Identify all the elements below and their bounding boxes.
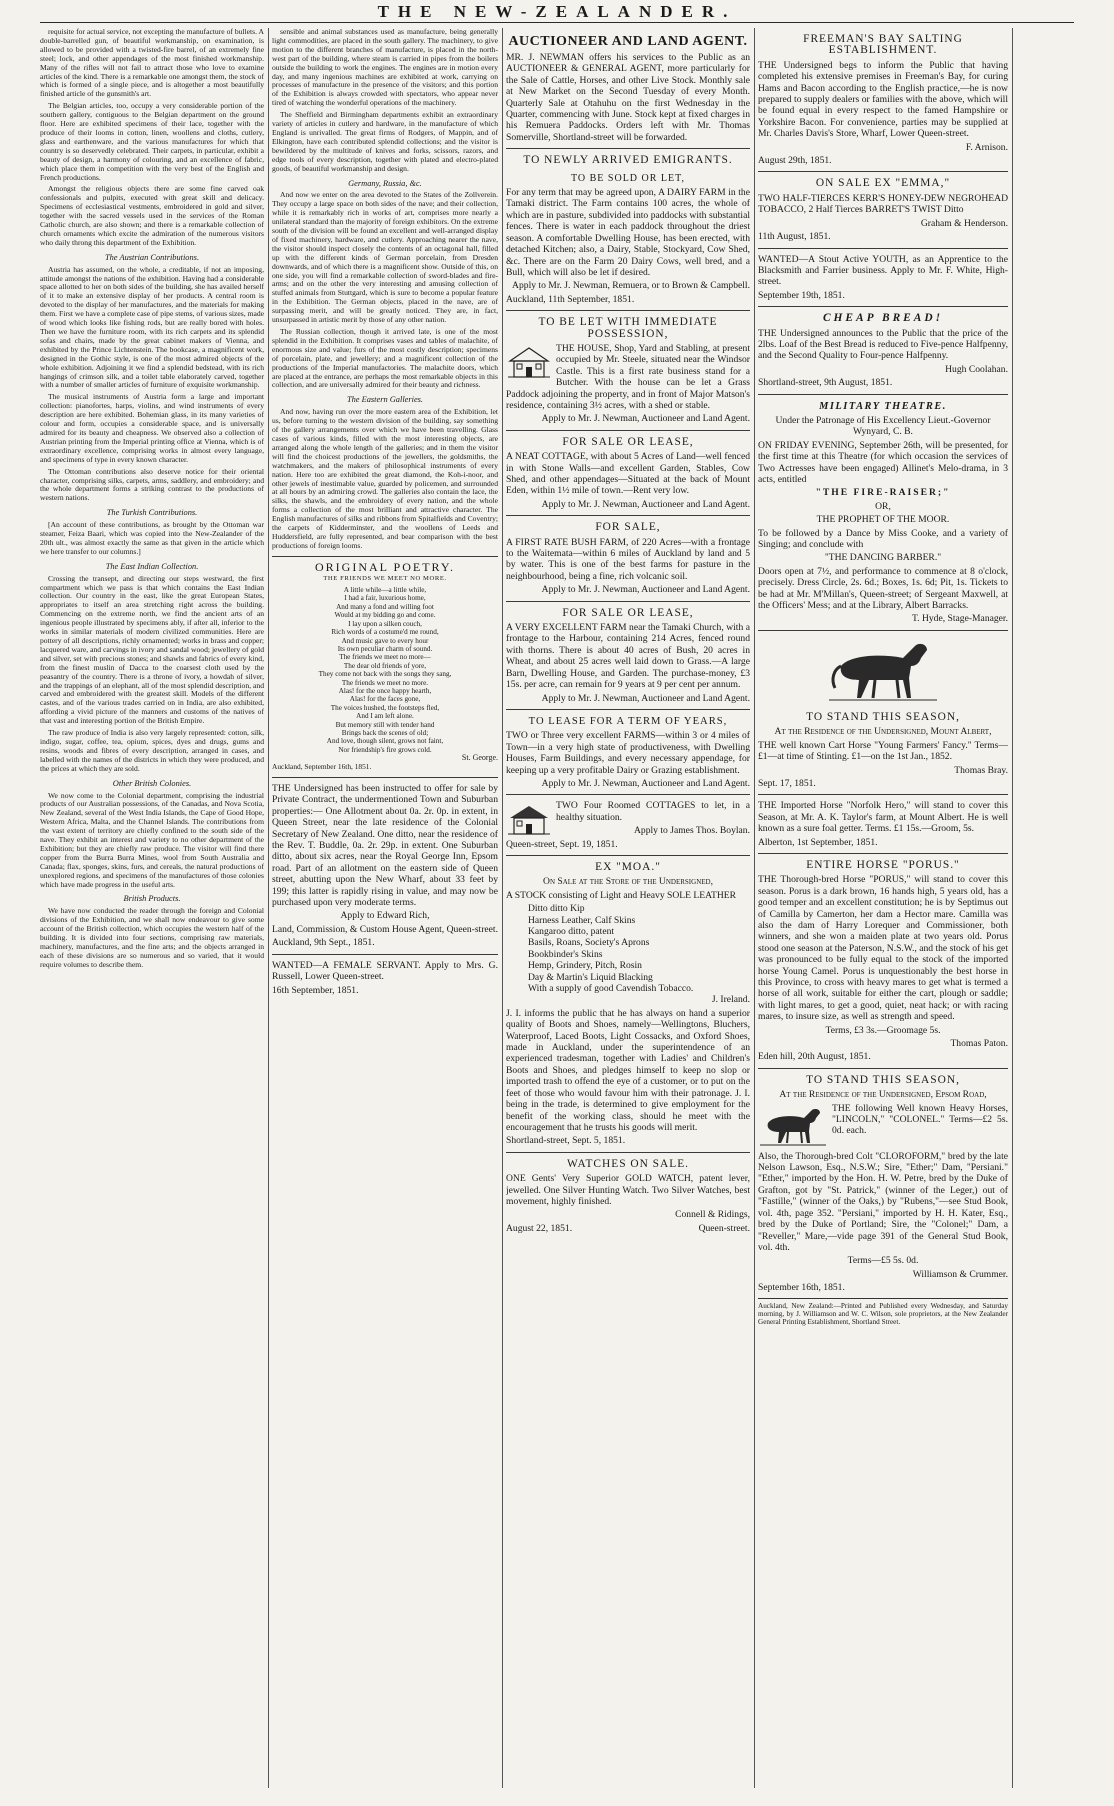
separator — [272, 556, 498, 557]
poem-line: I lay upon a silken couch, — [348, 619, 422, 628]
ad-apply: Apply to Mr. J. Newman, Auctioneer and Land Agent. — [541, 777, 750, 789]
separator — [758, 853, 1008, 854]
poem-line: And I am left alone. — [356, 712, 414, 721]
ad-signature: Thomas Bray. — [954, 764, 1008, 776]
section-heading: Germany, Russia, &c. — [348, 178, 422, 188]
news-column-2 — [272, 28, 498, 1788]
masthead: THE NEW-ZEALANDER. — [377, 2, 737, 21]
ad-body: For any term that may be agreed upon, A DAIRY FARM in the Tamaki district. The Farm contains 100 acres, the whole of which are in pasture, subdivided into paddocks with substantial fences. There is water in each paddock throughout the driest season. A comfortable Dwelling House, has been erected, with detached Kitchen; also, a Dairy, Stable, Stockyard, Cow Shed, &c. There are on the Farm 20 Dairy Cows, well bred, and a Bull, which will also be let if desired. — [506, 187, 750, 278]
ad-signature: F. Arnison. — [965, 141, 1008, 153]
poem-line: Rich words of a costume'd me round, — [331, 628, 439, 637]
ad-title: WATCHES ON SALE. — [567, 1157, 689, 1170]
separator — [506, 794, 750, 795]
ad-body: WANTED—A FEMALE SERVANT. Apply to Mrs. G. Russell, Lower Queen-street. — [272, 959, 498, 983]
ad-title: TO STAND THIS SEASON, — [806, 710, 960, 723]
ad-body: THE Undersigned announces to the Public that the price of the 2lbs. Loaf of the Best Bread is reduced to Five-pence Halfpenny, and the Second Quality to Four-pence Halfpenny. — [758, 327, 1008, 362]
section-heading: The Turkish Contributions. — [106, 508, 198, 518]
ad-date: Sept. 17, 1851. — [758, 777, 816, 789]
ad-body: A FIRST RATE BUSH FARM, of 220 Acres—with a frontage to the Waitemata—within 6 miles of Auckland by land and 5 by water. This is one of the best farms for pasture in the neighbourhood, being a fine, rich volcanic soil. — [506, 536, 750, 582]
poem-line: The friends we meet no more. — [341, 678, 429, 687]
separator — [506, 430, 750, 431]
news-column-1 — [40, 28, 264, 1788]
paragraph: Crossing the transept, and directing our steps westward, the first compartment which we pass is that which contains the East Indian collection. Our country in the east, like the great European States, appropriates to itself an area stretching right across the building. Commencing on the extreme north, we find the ancient arts of an ingenious people illustrated by specimens ably, if after all, inferior to the works in similar materials of modern civilized communities. Here are pottery of all descriptions, richly ornamented; works in brass and copper; lacquered ware, and carvings in ivory and sandal wood; jewellery of gold and silver, set with precious stones; and shawls and fabrics of every kind, from the finest muslin of Dacca to the coarsest cloth used by the peasantry of the country. There is a throne of ivory, a howdah of silver, and the trappings of an elephant, all of the most splendid description, and carved and embroidered with the greatest skill. Models of the different castes, and of the various trades carried on in India, are also exhibited, affording a vivid picture of the manners and customs of the natives of that vast and interesting portion of the British Empire. — [40, 573, 264, 726]
ad-body: THE Thorough-bred Horse "PORUS," will stand to cover this season. Porus is a dark brown, 16 hands high, 5 years old, has a good temper and an excellent constitution; he is by Septimus out of Camilla by Camerton, her dam a Hector mare. Camilla was also the dam of Harry Lorequer and Commissioner, both winners, and she won a maiden plate at two years old. Porus stood one season at the Paterson, N.S.W., and the stock of his get was pronounced to be fully equal to the stock of the imported horse Young Camel. Porus is unquestionably the best horse in this Province, to cross with heavy mares to get what is termed a horse of all work, suitable for either the cart, plough or saddle; with light mares, to get a good, quiet, neat hack; or with racing mares, to insure size, as well as strength and speed. — [758, 874, 1008, 1023]
list-item: Hemp, Grindery, Pitch, Rosin — [528, 960, 642, 972]
ad-body: THE well known Cart Horse "Young Farmers' Fancy." Terms—£1—at time of Stinting. £1—on the 1st Jan., 1852. — [758, 739, 1008, 763]
ad-date: Auckland, 9th Sept., 1851. — [272, 937, 375, 949]
paragraph: Austria has assumed, on the whole, a creditable, if not an imposing, attitude amongst the nations of the exhibition. Having had a considerable space allotted to her on both sides of the building, she has availed herself of it to make an extensive display of her products. A central room is devoted to the display of her manufactures, and the materials for making them. First we have a complete case of pipe stems, of various sizes, made of wood which looks like fishing rods, but are really bored with holes. Then we have the furniture room, with its rich carpets and its splendid sofas and chairs, made by the great cabinet makers of Vienna, and exhibited by the Prince Lichtenstein. The bookcase, a magnificent work, designed in the Gothic style, is one of the most admired objects of the whole exhibition. Adjoining it we find a splendid bedstead, with its rich hangings of crimson silk, and a toilet table elaborately carved, together with a number of smaller articles of furniture of exquisite workmanship. — [40, 264, 264, 390]
poem-line: Its own peculiar charm of sound. — [337, 644, 433, 653]
separator — [272, 954, 498, 955]
list-item: Ditto ditto Kip — [528, 903, 585, 915]
ad-body: A STOCK consisting of Light and Heavy SOLE LEATHER — [506, 889, 737, 901]
poem-signature: St. George. — [461, 753, 498, 763]
ad-body: Doors open at 7½, and performance to commence at 8 o'clock, precisely. Dress Circle, 2s. 6d.; Boxes, 1s. 6d; Pit, 1s. Tickets to be had at Mr. M'Millan's, Queen-street; of Sergeant Maxwell, at the Officers' Mess; and at the Library, Albert Barracks. — [758, 565, 1008, 612]
ad-body: TWO Four Roomed COTTAGES to let, in a healthy situation. — [556, 800, 750, 823]
paragraph: The Sheffield and Birmingham departments exhibit an extraordinary variety of articles in cutlery and hardware, in the manufacture of which England is unrivalled. The great firms of Rodgers, of Mappin, and of Elkington, have each contributed splendid collections; and the visitor is bewildered by the multitude of knives and forks, scissors, razors, and edge tools of every description, together with plated and electro-plated goods, of beautiful workmanship and design. — [272, 110, 498, 173]
play-title: "THE DANCING BARBER." — [824, 552, 942, 564]
paragraph: The Ottoman contributions also deserve notice for their oriental character, comprising silks, carpets, arms, saddlery, and embroidery; and the whole department forms a striking contrast to the productions of western nations. — [40, 466, 264, 503]
poem-line: Alas! for the once happy hearth, — [338, 686, 432, 695]
ad-date: August 29th, 1851. — [758, 155, 832, 167]
list-item: Basils, Roans, Society's Aprons — [528, 937, 650, 949]
poem-line: Nor friendship's fire grows cold. — [338, 745, 432, 754]
column-rule — [502, 28, 503, 1788]
ad-terms: Terms, £3 3s.—Groomage 5s. — [825, 1024, 941, 1036]
ad-apply: Apply to Mr. J. Newman, Auctioneer and Land Agent. — [541, 413, 750, 425]
cottage-engraving-icon — [506, 802, 552, 836]
ad-terms: Terms—£5 5s. 0d. — [847, 1255, 919, 1267]
ad-title: TO LEASE FOR A TERM OF YEARS, — [528, 715, 728, 727]
list-item: Day & Martin's Liquid Blacking — [528, 971, 653, 983]
paragraph: sensible and animal substances used as manufacture, being generally light commodities, are placed in the south gallery. The machinery, to give motion to the different branches of manufacture, is placed in the north-west part of the building, where steam is carried in pipes from the boilers outside the building to work the engines. The engines are in motion every day, and many ingenious machines are exhibited at work, carrying on processes of manufacture in the presence of the visitors; and this portion of the Exhibition is always crowded with spectators, who appear never tired of watching the wonderful operations of the machinery. — [272, 28, 498, 108]
ad-title: EX "MOA." — [595, 860, 661, 873]
paragraph: We have now conducted the reader through the foreign and Colonial divisions of the Exhibition, and we shall now endeavour to give some account of the British collection, which occupies the western half of the building. It is divided into four sections, comprising raw materials, machinery, manufactures, and the fine arts; and the objects arranged in each of these divisions are so numerous and so varied, that it would require volumes to describe them. — [40, 906, 264, 969]
ad-signature: Hugh Coolahan. — [945, 363, 1008, 375]
ad-date — [506, 1223, 750, 1234]
ad-date: September 19th, 1851. — [758, 289, 845, 301]
ad-signature: T. Hyde, Stage-Manager. — [912, 613, 1008, 625]
separator — [758, 306, 1008, 307]
ad-signature: J. Ireland. — [711, 994, 750, 1006]
separator — [758, 394, 1008, 395]
separator — [506, 601, 750, 602]
ad-title: TO BE LET WITH IMMEDIATE POSSESSION, — [538, 316, 718, 340]
separator — [272, 777, 498, 778]
ad-title: FOR SALE, — [595, 521, 661, 534]
column-rule — [754, 28, 755, 1788]
ad-title: AUCTIONEER AND LAND AGENT. — [508, 34, 748, 49]
column-rule — [268, 28, 269, 1788]
ad-body: Also, the Thorough-bred Colt "CLOROFORM," bred by the late Nelson Lawson, Esq., N.S.W.; Sire, "Ether;" Dam, "Persiani." "Ether," imported by the Hon. H. W. Petre, bred by the Duke of Grafton, got by "St. Patrick," (winner of the Leger,) out of "Fastille," (winner of the Oaks,) by "Rubens,"—see Stud Book, vol. 4th, page 352. "Persiani," imported by H. H. Kater, Esq., bred by the Duke of Portland; Sire, the "Colonel;" Dam, a "Reveller," Mare,—vide page 391 of the General Stud Book, vol. 4th. — [758, 1150, 1008, 1253]
separator — [758, 171, 1008, 172]
section-heading: Other British Colonies. — [112, 778, 192, 788]
separator — [506, 709, 750, 710]
paragraph: The Russian collection, though it arrived late, is one of the most splendid in the Exhibition. It comprises vases and tables of malachite, of enormous size and value; furs of the most costly description; specimens of porcelain, plate, and jewellery; and a magnificent collection of the productions of the Imperial manufactories. The malachite doors, which are placed at the entrance, are perhaps the most remarkable objects in this collection, and are universally admired for their beauty and richness. — [272, 327, 498, 390]
column-rule — [1012, 28, 1013, 1788]
paragraph: requisite for actual service, not excepting the manufacture of bullets. A double-barrelled gun, of beautiful workmanship, on examination, is allowed to be provided with a twisted-fire barrel, of an extremely fine steel; lock, and other appendages of the most finished workmanship. Many of the rifles will not fail to attract those who love to examine articles of the kind. There is a remarkable one amongst them, the stock of which is formed of a single piece, and is altogether a most beautifully finished article of the gunsmith's art. — [40, 28, 264, 99]
poem-line: A little while—a little while, — [343, 586, 427, 595]
paragraph: And now, having run over the more eastern area of the Exhibition, let us, before turning to the western division of the building, say something of the gallery arrangements over which we have been travelling. Glass cases of various kinds, filled with the most interesting objects, are arranged along the whole length of the galleries; and in them the visitor will find the choicest productions of the jewellers, the goldsmiths, the watchmakers, and the makers of philosophical instruments of every nation. Here too are exhibited the great diamond, the Koh-i-noor, and other jewels of inestimable value, guarded by policemen, and surrounded at all hours by an admiring crowd. The galleries also contain the lace, the silks, the shawls, and the embroidery of every nation, and the whole forms a collection of the most brilliant and attractive character. The English manufactures of silks and ribbons from Spitalfields and Coventry; the carpets of Kidderminster, and the woollens of Leeds and Huddersfield, are fully represented, and bear comparison with the best productions of foreign looms. — [272, 407, 498, 550]
separator — [506, 855, 750, 856]
poem-line: The voices hushed, the footsteps fled, — [330, 703, 440, 712]
separator — [506, 515, 750, 516]
ad-body: A NEAT COTTAGE, with about 5 Acres of Land—well fenced in with Stone Walls—and excellent Garden, Stables, Cow Shed, and other appendages—Situated at the back of Mount Eden, within 1½ mile of town.—Rent very low. — [506, 451, 750, 497]
section-heading: The Austrian Contributions. — [104, 252, 200, 262]
paragraph: The musical instruments of Austria form a large and important collection: pianofortes, harps, violins, and wind instruments of every description are here exhibited. Bohemian glass, in its many varieties of colour and form, occupies a considerable space, and is universally admired for its beauty and cheapness. We observed also a collection of Austrian printing from the Imperial printing office at Vienna, which is of extraordinary excellence, comprising works in almost every language, and specimens of type in every known character. — [40, 392, 264, 464]
ad-signature: Williamson & Crummer. — [912, 1268, 1008, 1280]
ad-body: J. I. informs the public that he has always on hand a superior quality of Boots and Shoes, namely—Wellingtons, Bluchers, Waterproof, Laced Boots, Light Cossacks, and Oxford Shoes, made in Auckland, under the superintendence of an experienced tradesman, together with Ladies' and Children's Boots and Shoes, and pledges himself to keep no slop or imported trash to offend the eye of a customer, or to put on the feet of those who would favour him with their patronage. J. I. being in the trade, is determined to give employment for the benefit of the working class, should he meet with the encouragement that he trusts his goods will merit. — [506, 1007, 750, 1133]
list-item: Kangaroo ditto, patent — [528, 926, 615, 937]
ad-signature: Connell & Ridings, — [675, 1209, 750, 1221]
horse-engraving-icon — [823, 636, 943, 706]
ad-signature: Land, Commission, & Custom House Agent, Queen-street. — [272, 923, 498, 935]
date: August 22, 1851. — [506, 1222, 573, 1234]
ad-date: Eden hill, 20th August, 1851. — [758, 1051, 871, 1063]
ad-body: TWO or Three very excellent FARMS—within 3 or 4 miles of Town—in a very high state of productiveness, with Dwelling Houses, Farm Buildings, and every necessary appendage, for keeping up a very profitable Dairy or Grazing establishment. — [506, 730, 750, 776]
poem-line: And many a fond and willing foot — [336, 602, 434, 611]
poem-line: The dear old friends of yore, — [343, 661, 427, 670]
paragraph: Amongst the religious objects there are some fine carved oak confessionals and pulpits, executed with great skill and delicacy. Specimens of ecclesiastical vestments, embroidered in gold and silver, together with the sacred vessels used in the services of the Roman Catholic church, are also shown; and there is a remarkable collection of church ornaments which excite the admiration of the numerous visitors who daily throng this department of the Exhibition. — [40, 184, 264, 247]
ad-apply: Apply to James Thos. Boylan. — [633, 825, 750, 837]
poem-dateline: Auckland, September 16th, 1851. — [272, 762, 372, 772]
poem-line: Alas! for the faces gone, — [349, 695, 421, 704]
ad-date: 16th September, 1851. — [272, 984, 359, 996]
ads-column-3 — [506, 28, 750, 1788]
horse-engraving-icon — [758, 1105, 828, 1149]
ad-title: ENTIRE HORSE "PORUS." — [806, 858, 960, 871]
ad-date: Queen-street, Sept. 19, 1851. — [506, 838, 618, 850]
ad-property-sale — [272, 783, 498, 949]
ad-body: THE HOUSE, Shop, Yard and Stabling, at present occupied by Mr. Steele, situated near the Windsor Castle. This is a first rate business stand for a Butcher. With the house can be let a Grass Paddock adjoining the property, and in front of Major Matson's residence, containing 3½ acres, with a shed or stable. — [506, 342, 750, 411]
stock-list — [506, 903, 750, 994]
poem-line: And love, though silent, grows not faint, — [326, 737, 444, 746]
ad-apply: Apply to Mr. J. Newman, Remuera, or to Brown & Campbell. — [512, 280, 750, 292]
ad-date: 11th August, 1851. — [758, 231, 831, 243]
street: Queen-street. — [698, 1222, 750, 1234]
ad-body: THE Imported Horse "Norfolk Hero," will stand to cover this Season, at Mr. A. K. Taylor's farm, at Mount Albert. He is well known as a sure foal getter. Terms. £1 15s.—Groom, 5s. — [758, 800, 1008, 835]
poem-line: Brings back the scenes of old; — [341, 728, 429, 737]
poem-line: I had a fair, luxurious home, — [344, 594, 426, 603]
section-heading: British Products. — [123, 894, 181, 904]
play-title: THE PROPHET OF THE MOOR. — [816, 514, 950, 526]
ad-apply: Apply to Mr. J. Newman, Auctioneer and Land Agent. — [541, 584, 750, 596]
play-title: "THE FIRE-RAISER;" — [815, 487, 951, 499]
poem-line: Would at my bidding go and come. — [334, 611, 436, 620]
ad-body: To be followed by a Dance by Miss Cooke, and a variety of Singing; and conclude with — [758, 527, 1008, 551]
ad-body: TWO HALF-TIERCES KERR'S HONEY-DEW NEGROHEAD TOBACCO, 2 Half Tierces BARRET'S TWIST Ditto — [758, 192, 1008, 216]
ad-female-servant — [272, 960, 498, 996]
ad-body: A VERY EXCELLENT FARM near the Tamaki Church, with a frontage to the Harbour, containing 214 Acres, fenced round with thorns. There is about 40 acres of Bush, 20 acres in Wheat, and about 25 acres well laid down to Grass.—A large Barn, Dwelling House, and Garden. The purchase-money, £3 15s. per acre, can remain for 9 years at 9 per cent per annum. — [506, 622, 750, 691]
ad-title: TO STAND THIS SEASON, — [806, 1073, 960, 1086]
ad-date: Auckland, 11th September, 1851. — [506, 293, 635, 305]
paragraph: The raw produce of India is also very largely represented: cotton, silk, indigo, sugar, coffee, tea, opium, spices, dyes and drugs, gums and resins, woods and fibres of every description, arranged in cases, and labelled with the names of the districts in which they were produced, and the prices at which they are sold. — [40, 728, 264, 773]
paragraph: [An account of these contributions, as brought by the Ottoman war steamer, Feiza Baari, which was copied into the New-Zealander of the 20th ult., was almost exactly the same as that given in the article which we here transfer to our columns.] — [40, 520, 264, 556]
separator — [506, 148, 750, 149]
ad-apply: Apply to Mr. J. Newman, Auctioneer and Land Agent. — [541, 498, 750, 510]
section-heading: The Eastern Galleries. — [346, 395, 424, 405]
ad-title: TO NEWLY ARRIVED EMIGRANTS. — [523, 154, 733, 167]
paragraph: And now we enter on the area devoted to the States of the Zollverein. They occupy a large space on both sides of the nave; and their collection, while it is remarkably rich in works of art, comprises more nearly a unilateral standard than the majority of foreign exhibitors. On the extreme south of the division will be found an excellent and well-arranged display of fixed machinery, hardware, and cutlery. Approaching nearer the nave, the visitor should inspect closely the contents of an octagonal hall, filled up with the different kinds of German porcelain, from Dresden downwards, and of which there is a magnificent show. Outside of this, on one side, you will find a remarkable collection of sword-blades and fire-arms; and on the other the very interesting and amusing collection of stuffed animals from Stuttgard, which is sure to become a popular feature in the Exhibition. The German objects, placed in the nave, are of surpassing merit, and will be greatly noticed. They are, in fact, unsurpassed in artistic merit by those of any other nation. — [272, 190, 498, 325]
separator — [758, 248, 1008, 249]
ad-subtitle: At the Residence of the Undersigned, Epsom Road, — [779, 1089, 987, 1101]
ad-subtitle: TO BE SOLD OR LET, — [570, 172, 685, 184]
ad-date: September 16th, 1851. — [758, 1282, 845, 1294]
poem-line: And music gave to every hour — [341, 636, 429, 645]
ad-signature: Graham & Henderson. — [920, 217, 1008, 229]
ad-apply: Apply to Mr. J. Newman, Auctioneer and Land Agent. — [541, 692, 750, 704]
list-item: Harness Leather, Calf Skins — [528, 914, 636, 926]
ad-subtitle: At the Residence of the Undersigned, Mount Albert, — [774, 726, 992, 738]
ad-subtitle: Under the Patronage of His Excellency Lieut.-Governor Wynyard, C. B. — [775, 414, 991, 438]
separator — [506, 1152, 750, 1153]
ad-body: THE Undersigned has been instructed to offer for sale by Private Contract, the undermentioned Town and Suburban properties:— One Allotment about 0a. 2r. 0p. in extent, in Queen Street, near the late residence of the Colonial Secretary of New Zealand. One ditto, near the residence of the Rev. T. Buddle, 0a. 2r. 29p. in extent. One Suburban ditto, about six acres, near the Royal George Inn, Epsom road. Part of an allotment on the eastern side of Queen street, abutting upon the New Wharf, about 33 feet by 199; this latter is rapidly rising in value, and may now be purchased upon very moderate terms. — [272, 783, 498, 909]
ad-title: MILITARY THEATRE. — [819, 400, 947, 412]
paragraph: We now come to the Colonial department, comprising the industrial products of our Australian possessions, of the Canadas, and Nova Scotia, New Zealand, several of the West India Islands, the Cape of Good Hope, Western Africa, Malta, and the Channel Islands. The contributions from the vast extent of territory are chiefly confined to the south side of the nave. They exhibit an interest and variety to no other department of the Exhibition; but they are chiefly raw produce. The visitor will find there copper from the Burra Burra Mines, wool from South Australia and Canada; flax, sponges, skins, furs, and cereals, the natural productions of unexplored regions, and specimens of the manufactures of those colonies which have made progress in the useful arts. — [40, 790, 264, 889]
ad-title: FREEMAN'S BAY SALTING ESTABLISHMENT. — [803, 33, 963, 57]
poetry-heading: ORIGINAL POETRY. — [314, 559, 455, 574]
list-item: With a supply of good Cavendish Tobacco. — [528, 983, 694, 995]
poem-title: THE FRIENDS WE MEET NO MORE. — [323, 574, 447, 582]
separator — [506, 310, 750, 311]
ad-title: FOR SALE OR LEASE, — [562, 435, 694, 448]
poem-line: But memory still with tender hand — [335, 720, 435, 729]
ad-body: ONE Gents' Very Superior GOLD WATCH, patent lever, jewelled. One Silver Hunting Watch. Two Silver Watches, best movement, highly finished. — [506, 1173, 750, 1207]
section-heading: The East Indian Collection. — [105, 561, 199, 571]
masthead-rule — [40, 22, 1074, 23]
list-item: Bookbinder's Skins — [528, 948, 603, 960]
ad-date: Shortland-street, 9th August, 1851. — [758, 377, 893, 389]
ad-signature: Thomas Paton. — [950, 1038, 1008, 1050]
ad-apply: Apply to Edward Rich, — [340, 910, 430, 922]
separator — [758, 630, 1008, 631]
ad-body: MR. J. NEWMAN offers his services to the Public as an AUCTIONEER & GENERAL AGENT, more particularly for the Sale of Cattle, Horses, and other Live Stock. Monthly sale at New Market on the Second Tuesday of every Month. Quarterly Sale at Otahuhu on the first Wednesday in the Quarter, commencing with June. Stock kept at fixed charges in his Remuera Paddocks. Orders left with Mr. Thomas Somerville, Shortland-street will be forwarded. — [506, 52, 750, 143]
poem — [272, 586, 498, 754]
house-engraving-icon — [506, 345, 552, 379]
play-or: OR, — [875, 500, 891, 512]
ad-date: Shortland-street, Sept. 5, 1851. — [506, 1135, 626, 1147]
imprint: Auckland, New Zealand:—Printed and Published every Wednesday, and Saturday morning, by J. Williamson and W. C. Wilson, sole proprietors, at the New Zealander General Printing Establishment, Shortland Street. — [758, 1298, 1008, 1327]
ad-body: THE following Well known Heavy Horses, "LINCOLN," "COLONEL." Terms—£2 5s. 0d. each. — [832, 1102, 1008, 1137]
ad-body: WANTED—A Stout Active YOUTH, as an Apprentice to the Blacksmith and Farrier business. Apply to Mr. F. White, High-street. — [758, 253, 1008, 288]
ad-subtitle: On Sale at the Store of the Undersigned, — [543, 876, 713, 888]
ad-title: CHEAP BREAD! — [822, 312, 944, 325]
separator — [758, 794, 1008, 795]
ad-date: Alberton, 1st September, 1851. — [758, 836, 878, 848]
separator — [758, 1068, 1008, 1069]
ad-body: THE Undersigned begs to inform the Public that having completed his extensive premises in Freeman's Bay, for curing Hams and Bacon according to the English practice,—he is now prepared to supply dealers or families with the above, which will be found equal in every respect to the famed Hampshire or Yorkshire Bacon. For convenience, parties may be supplied at Mr. Charles Davis's Store, Wharf, Lower Queen-street. — [758, 59, 1008, 140]
ad-body: ON FRIDAY EVENING, September 26th, will be presented, for the first time at this Theatre (for which occasion the services of Two Actresses have been engaged) Allinet's Melo-drama, in 3 acts, entitled — [758, 439, 1008, 485]
ad-title: FOR SALE OR LEASE, — [562, 606, 694, 619]
poem-line: They come not back with the songs they sang, — [318, 670, 452, 679]
paragraph: The Belgian articles, too, occupy a very considerable portion of the southern gallery, contiguous to the Belgian department on the ground floor. Here are exhibited specimens of their lace, together with the produce of their looms in cotton, linen, woollens and cloths, cutlery, glass and earthenware, and the various manufactures for which that country is so deservedly celebrated. Their carpets, in particular, exhibit a beauty of design, a harmony of colouring, and an excellence of fabric, which place them in competition with the very best of the English and French productions. — [40, 101, 264, 182]
poem-line: The friends we meet no more— — [339, 653, 431, 662]
ad-title: ON SALE EX "EMMA," — [815, 177, 951, 190]
ads-column-4 — [758, 28, 1008, 1788]
